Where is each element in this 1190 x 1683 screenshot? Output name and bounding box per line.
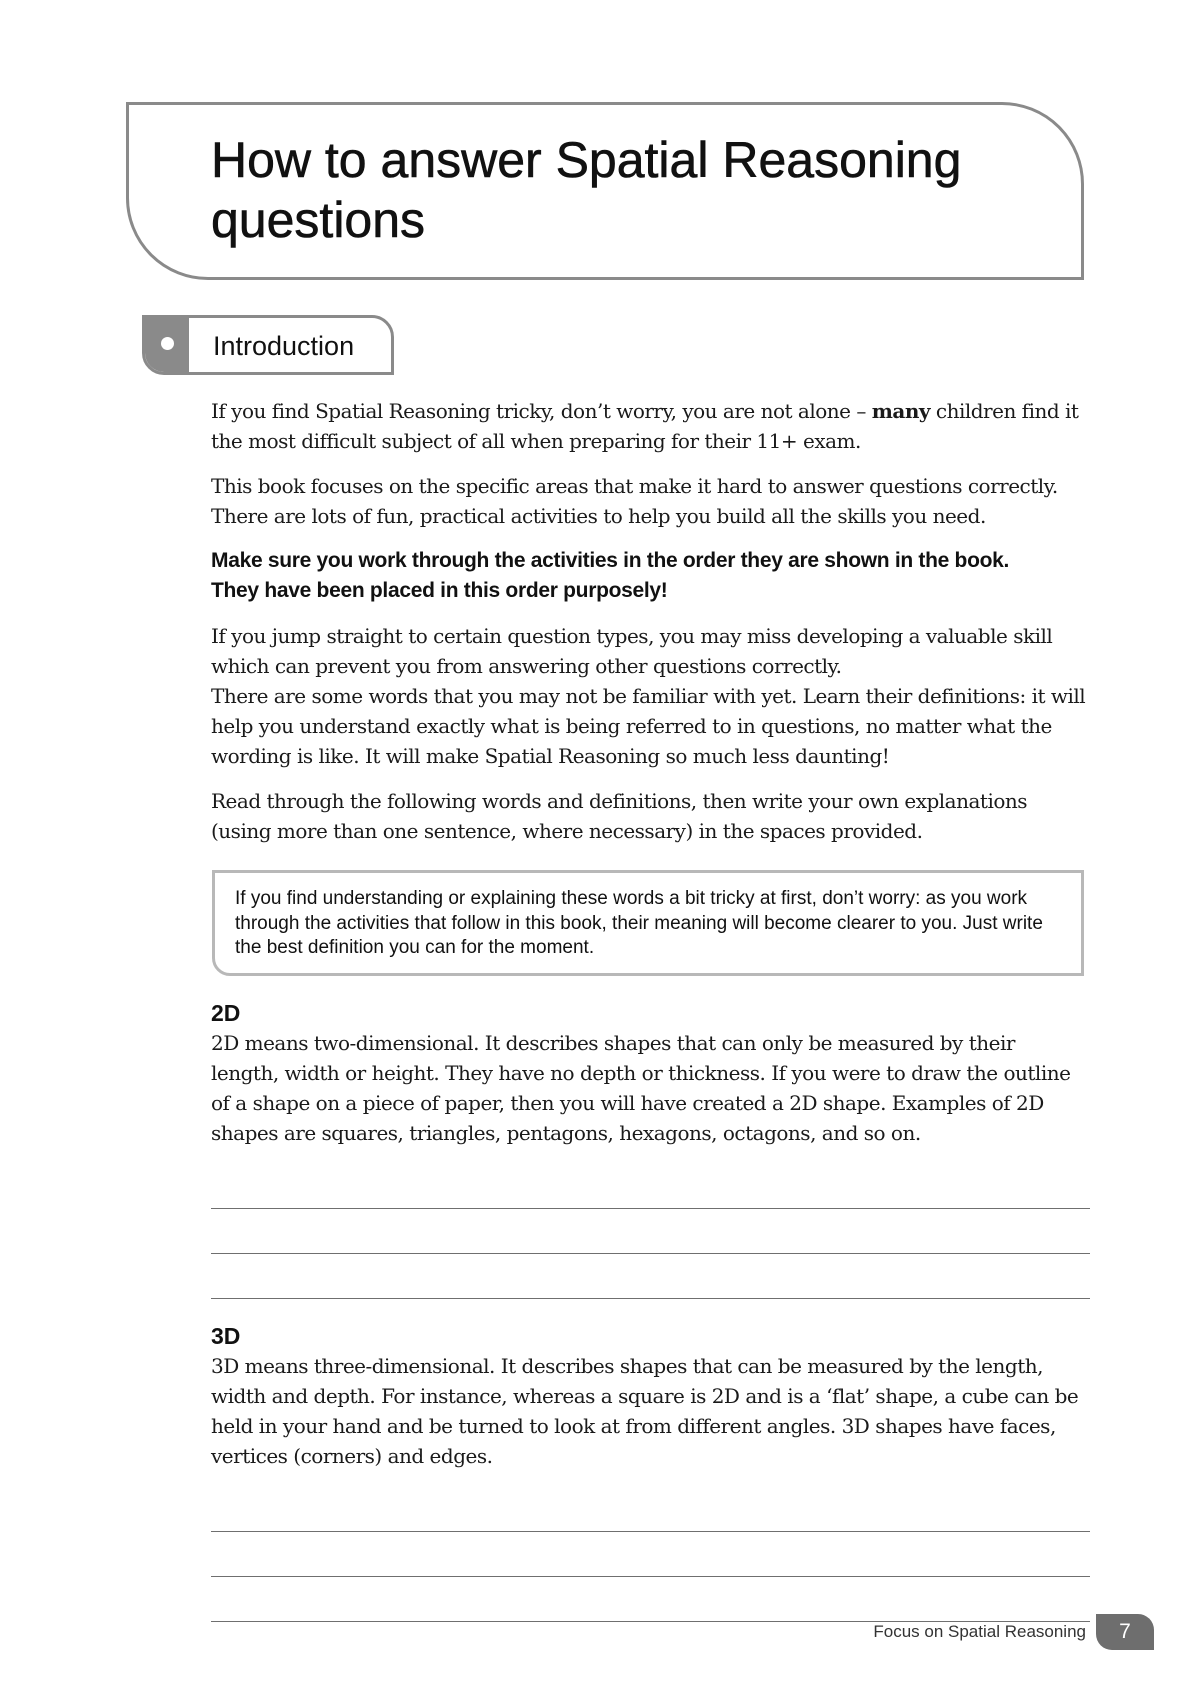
- page-title: How to answer Spatial Reasoning questions: [211, 132, 962, 248]
- main-content: [211, 396, 1087, 1622]
- section-tab-introduction: [142, 315, 394, 375]
- answer-line[interactable]: [211, 1532, 1090, 1577]
- order-instruction-line-1: Make sure you work through the activities in the order they are shown in the book.: [211, 549, 1010, 572]
- answer-line[interactable]: [211, 1209, 1090, 1254]
- intro-p1-text-end: children find it the most difficult subject of all when preparing for their 11+ exam.: [211, 399, 1079, 453]
- answer-line[interactable]: [211, 1577, 1090, 1622]
- section-heading: Introduction: [213, 331, 355, 361]
- intro-paragraph-3: If you jump straight to certain question types, you may miss developing a valuable skill which can prevent you from answering other questions correctly.: [211, 624, 1053, 678]
- emphasis-many: many: [871, 399, 931, 423]
- term-heading-3d: 3D: [211, 1322, 241, 1349]
- bullet-dot-icon: [161, 337, 174, 350]
- intro-paragraph-1: [211, 396, 1087, 456]
- answer-lines-2d[interactable]: [211, 1164, 1087, 1299]
- intro-p1-text-start: If you find Spatial Reasoning tricky, don’t worry, you are not alone –: [211, 399, 872, 423]
- answer-lines-3d[interactable]: [211, 1487, 1087, 1622]
- answer-line[interactable]: [211, 1487, 1090, 1532]
- term-definition-3d: 3D means three-dimensional. It describes shapes that can be measured by the length, width and depth. For instance, whereas a square is 2D and is a ‘flat’ shape, a cube can be held in your hand and be turned to look at from different angles. 3D shapes have faces, vertices (corners) and edges.: [211, 1353, 1079, 1468]
- tip-box: If you find understanding or explaining these words a bit tricky at first, don’t worry: as you work through the activities that follow in this book, their meaning will become clearer to you. Just write the best definition you can for the moment.: [212, 870, 1084, 976]
- section-tab-marker: [145, 318, 189, 372]
- footer-book-title: Focus on Spatial Reasoning: [873, 1622, 1086, 1641]
- term-heading-2d: 2D: [211, 999, 241, 1026]
- answer-line[interactable]: [211, 1254, 1090, 1299]
- intro-paragraph-4: There are some words that you may not be familiar with yet. Learn their definitions: it will help you understand exactly what is being referred to in questions, no matter what the wording is like. It will make Spatial Reasoning so much less daunting!: [211, 684, 1086, 768]
- answer-line[interactable]: [211, 1164, 1090, 1209]
- term-definition-2d: 2D means two-dimensional. It describes shapes that can only be measured by their length, width or height. They have no depth or thickness. If you were to draw the outline of a shape on a piece of paper, then you will have created a 2D shape. Examples of 2D shapes are squares, triangles, pentagons, hexagons, octagons, and so on.: [211, 1030, 1071, 1145]
- intro-paragraph-2: This book focuses on the specific areas that make it hard to answer questions correctly. There are lots of fun, practical activities to help you build all the skills you need.: [211, 474, 1058, 528]
- order-instruction-line-2: They have been placed in this order purposely!: [211, 579, 668, 602]
- order-instruction: [211, 546, 1087, 606]
- intro-paragraph-5: Read through the following words and definitions, then write your own explanations (using more than one sentence, where necessary) in the spaces provided.: [211, 789, 1028, 843]
- page-number: 7: [1096, 1614, 1154, 1650]
